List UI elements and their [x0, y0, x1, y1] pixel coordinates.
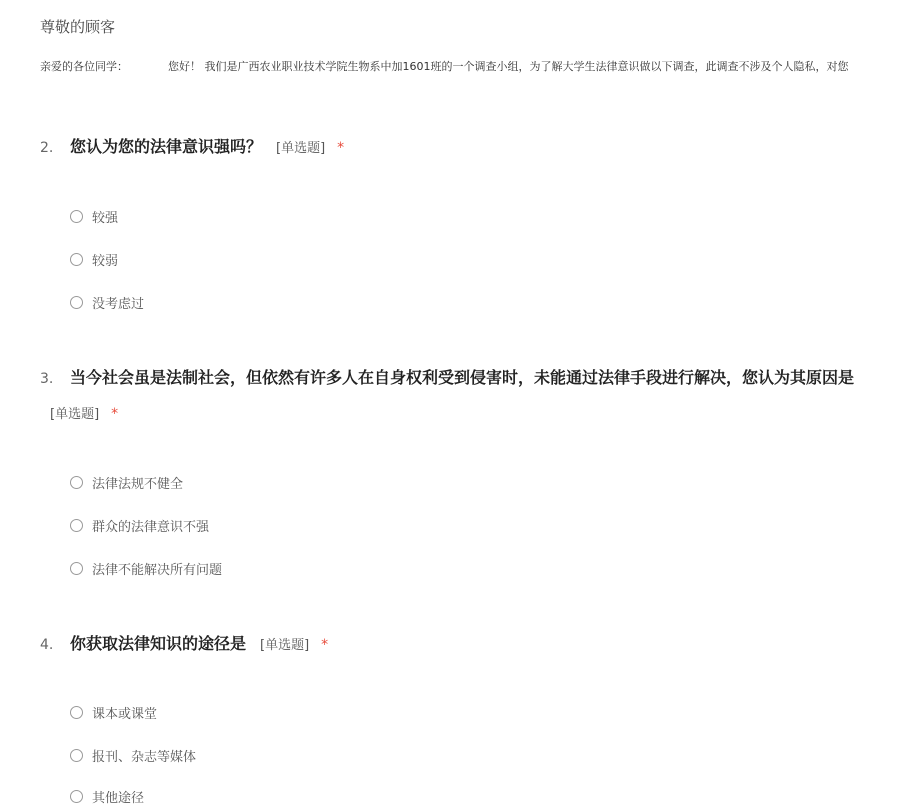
required-mark: *	[337, 140, 345, 156]
question-text: 你获取法律知识的途径是	[70, 634, 247, 653]
option-label: 群众的法律意识不强	[92, 519, 210, 535]
required-mark: *	[321, 637, 329, 653]
question-3-title	[40, 365, 900, 388]
question-type-label: [单选题]	[260, 638, 310, 653]
question-4-title	[40, 631, 900, 654]
q3-option-1[interactable]	[70, 472, 183, 492]
q3-option-3[interactable]	[70, 558, 222, 578]
option-label: 较弱	[92, 253, 119, 269]
q2-option-2[interactable]	[70, 249, 118, 269]
q4-option-2[interactable]	[70, 745, 196, 765]
intro-salutation: 亲爱的各位同学：	[40, 60, 128, 73]
option-label: 法律不能解决所有问题	[92, 562, 223, 578]
intro-text: 您好！ 我们是广西农业职业技术学院生物系中加1601班的一个调查小组，为了解大学生法律意识做以下调查，此调查不涉及个人隐私，对您	[168, 60, 849, 73]
radio-button[interactable]	[70, 296, 83, 309]
radio-button[interactable]	[70, 562, 83, 575]
radio-button[interactable]	[70, 790, 83, 803]
question-number: 3.	[40, 371, 54, 387]
question-type-label: [单选题]	[276, 141, 326, 156]
question-number: 4.	[40, 637, 54, 653]
question-number: 2.	[40, 140, 54, 156]
question-3-type-line	[50, 403, 118, 422]
radio-button[interactable]	[70, 476, 83, 489]
radio-button[interactable]	[70, 253, 83, 266]
question-2-title	[40, 134, 900, 157]
q4-option-3[interactable]	[70, 786, 144, 806]
option-label: 课本或课堂	[92, 706, 158, 722]
q2-option-1[interactable]	[70, 206, 118, 226]
option-label: 其他途径	[92, 790, 145, 806]
radio-button[interactable]	[70, 749, 83, 762]
q2-option-3[interactable]	[70, 292, 144, 312]
radio-button[interactable]	[70, 210, 83, 223]
q3-option-2[interactable]	[70, 515, 209, 535]
survey-intro	[40, 58, 900, 74]
option-label: 较强	[92, 210, 119, 226]
q4-option-1[interactable]	[70, 702, 157, 722]
required-mark: *	[111, 406, 119, 422]
radio-button[interactable]	[70, 706, 83, 719]
option-label: 报刊、杂志等媒体	[92, 749, 197, 765]
question-type-label: [单选题]	[50, 407, 100, 422]
question-text: 当今社会虽是法制社会，但依然有许多人在自身权利受到侵害时，未能通过法律手段进行解决，您认为其原因是	[70, 368, 855, 387]
page-greeting: 尊敬的顾客	[40, 18, 116, 36]
question-text: 您认为您的法律意识强吗？	[70, 137, 263, 156]
radio-button[interactable]	[70, 519, 83, 532]
option-label: 法律法规不健全	[92, 476, 184, 492]
option-label: 没考虑过	[92, 296, 145, 312]
